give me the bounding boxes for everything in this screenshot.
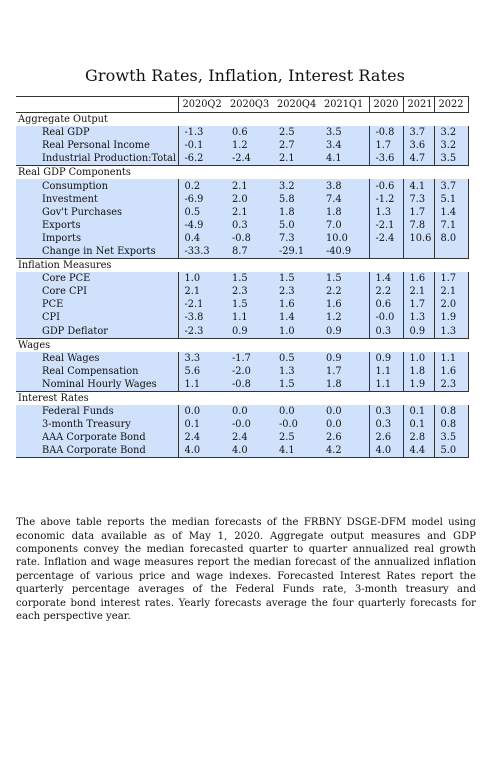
table-cell: 0.9 [320,325,369,339]
table-row [16,298,468,311]
row-label: Investment [16,193,178,206]
table-cell: 1.7 [369,139,403,152]
header-label-column [16,97,178,113]
table-cell: 2.0 [226,193,273,206]
table-cell: 3.7 [403,126,434,139]
table-cell: -2.3 [178,325,226,339]
table-cell: 2.1 [226,179,273,192]
table-cell: 2.1 [226,206,273,219]
table-cell: -2.4 [369,232,403,245]
table-cell: 2.7 [273,139,320,152]
table-cell: 4.1 [273,444,320,458]
table-cell: 5.1 [434,193,468,206]
table-cell: 3.2 [434,139,468,152]
table-cell: 1.2 [320,311,369,324]
row-label: GDP Deflator [16,325,178,339]
table-cell: 1.4 [434,206,468,219]
table-cell: 0.9 [369,352,403,365]
table-cell: 1.2 [226,139,273,152]
table-cell: -6.2 [178,152,226,166]
table-cell: 2.6 [369,431,403,444]
forecast-table [16,96,469,458]
row-label: Gov't Purchases [16,206,178,219]
table-cell: 7.4 [320,193,369,206]
table-cell: 2.3 [434,378,468,392]
table-cell: 2.3 [226,285,273,298]
table-cell: 0.1 [403,418,434,431]
table-cell: 0.8 [434,405,468,418]
table-row [16,325,468,339]
table-cell: 1.5 [273,378,320,392]
table-cell: 2.2 [369,285,403,298]
column-header: 2020Q2 [178,97,226,113]
column-header: 2020 [369,97,403,113]
table-cell: 1.5 [320,272,369,285]
table-cell: -0.0 [226,418,273,431]
table-cell: 1.6 [320,298,369,311]
row-label: Real Wages [16,352,178,365]
table-cell: 5.0 [434,444,468,458]
column-header: 2020Q4 [277,99,317,110]
row-label: Federal Funds [16,405,178,418]
table-header-row [16,97,468,113]
table-cell: 10.6 [403,232,434,245]
table-cell: 3.5 [434,152,468,166]
table-cell: 2.4 [178,431,226,444]
table-row [16,365,468,378]
table-cell: 1.0 [178,272,226,285]
table-cell: 0.9 [320,352,369,365]
table-cell: 0.1 [403,405,434,418]
table-cell: 4.0 [178,444,226,458]
table-cell: 1.7 [434,272,468,285]
table-cell: 3.5 [320,126,369,139]
table-cell: 2.5 [273,431,320,444]
section-header-row [16,391,468,405]
table-cell: 4.1 [320,152,369,166]
table-cell: 10.0 [320,232,369,245]
column-header: 2022 [434,97,468,113]
table-cell: -40.9 [320,245,369,259]
table-body [16,113,468,458]
table-cell: 3.4 [320,139,369,152]
row-label: Consumption [16,179,178,192]
section-title: Wages [16,338,468,352]
page-title: Growth Rates, Inflation, Interest Rates [84,66,405,85]
table-row [16,219,468,232]
section-header-row [16,338,468,352]
table-cell: 3.5 [434,431,468,444]
table-row [16,405,468,418]
table-cell: -0.6 [369,179,403,192]
row-label: Real Compensation [16,365,178,378]
table-cell: 2.1 [403,285,434,298]
table-cell: 2.1 [178,285,226,298]
row-label: Imports [16,232,178,245]
table-cell: 4.0 [369,444,403,458]
table-cell: 5.6 [178,365,226,378]
table-cell [369,245,403,259]
table-row [16,311,468,324]
table-cell: -2.0 [226,365,273,378]
table-cell: 1.6 [273,298,320,311]
row-label: 3-month Treasury [16,418,178,431]
row-label: Real GDP [16,126,178,139]
table-cell: -0.8 [226,232,273,245]
table-cell [403,245,434,259]
table-cell: 0.0 [320,418,369,431]
table-cell: -4.9 [178,219,226,232]
section-title: Inflation Measures [16,259,468,273]
table-cell: 7.3 [273,232,320,245]
table-cell: 1.1 [226,311,273,324]
table-cell: 2.8 [403,431,434,444]
table-row [16,232,468,245]
table-cell: -0.0 [369,311,403,324]
table-cell: -0.8 [369,126,403,139]
table-cell: 2.6 [320,431,369,444]
row-label: BAA Corporate Bond [16,444,178,458]
table-cell: 4.1 [403,179,434,192]
table-cell: 2.5 [273,126,320,139]
table-cell: 1.0 [273,325,320,339]
table-cell: -0.1 [178,139,226,152]
table-cell: 2.1 [273,152,320,166]
table-cell: 0.6 [369,298,403,311]
table-cell: 0.8 [434,418,468,431]
table-cell: -2.4 [226,152,273,166]
table-cell: 0.9 [226,325,273,339]
table-cell: -29.1 [273,245,320,259]
table-cell: -0.8 [226,378,273,392]
table-cell: 2.0 [434,298,468,311]
table-cell: 1.1 [434,352,468,365]
table-cell [434,245,468,259]
table-cell: -3.8 [178,311,226,324]
column-header: 2021Q1 [324,99,364,110]
table-cell: 0.3 [369,405,403,418]
table-cell: 1.3 [369,206,403,219]
table-cell: 3.7 [434,179,468,192]
table-cell: -2.1 [369,219,403,232]
table-row [16,179,468,192]
table-cell: 2.3 [273,285,320,298]
table-cell: 1.6 [403,272,434,285]
table-cell: 5.0 [273,219,320,232]
table-row [16,126,468,139]
table-cell: 1.8 [273,206,320,219]
table-cell: 1.1 [369,365,403,378]
table-row [16,352,468,365]
table-cell: 7.0 [320,219,369,232]
table-cell: -1.7 [226,352,273,365]
row-label: Industrial Production:Total [16,152,178,166]
table-cell: 0.4 [178,232,226,245]
table-cell: 0.2 [178,179,226,192]
table-cell: 2.4 [226,431,273,444]
table-cell: 1.7 [320,365,369,378]
table-row [16,285,468,298]
row-label: Change in Net Exports [16,245,178,259]
table-cell: -1.2 [369,193,403,206]
table-cell: 1.9 [403,378,434,392]
section-header-row [16,259,468,273]
section-header-row [16,166,468,180]
table-cell: 0.6 [226,126,273,139]
table-row [16,378,468,392]
table-cell: 1.7 [403,206,434,219]
table-cell: 1.5 [226,298,273,311]
table-cell: 2.2 [320,285,369,298]
column-header: 2020Q3 [230,99,270,110]
table-cell: 3.3 [178,352,226,365]
table-cell: 3.2 [273,179,320,192]
row-label: Nominal Hourly Wages [16,378,178,392]
table-cell: 0.5 [178,206,226,219]
table-cell: 1.1 [178,378,226,392]
table-cell: 1.8 [403,365,434,378]
table-cell: 1.3 [403,311,434,324]
table-cell: 0.0 [178,405,226,418]
table-cell: 4.2 [320,444,369,458]
table-cell: 3.2 [434,126,468,139]
table-cell: 0.5 [273,352,320,365]
row-label: AAA Corporate Bond [16,431,178,444]
table-cell: 0.0 [226,405,273,418]
table-cell: 1.4 [273,311,320,324]
table-cell: 4.4 [403,444,434,458]
table-cell: -0.0 [273,418,320,431]
row-label: CPI [16,311,178,324]
row-label: Real Personal Income [16,139,178,152]
table-cell: 2.1 [434,285,468,298]
table-cell: 0.1 [178,418,226,431]
table-row [16,272,468,285]
row-label: Exports [16,219,178,232]
table-row [16,206,468,219]
table-cell: 0.9 [403,325,434,339]
table-cell: 0.3 [226,219,273,232]
table-cell: 1.8 [320,378,369,392]
table-row [16,418,468,431]
table-cell: 0.0 [320,405,369,418]
section-title: Aggregate Output [16,113,468,127]
table-cell: 3.8 [320,179,369,192]
table-cell: 5.8 [273,193,320,206]
table-cell: -33.3 [178,245,226,259]
table-cell: 1.0 [403,352,434,365]
table-row [16,444,468,458]
table-row [16,139,468,152]
table-cell: 0.0 [273,405,320,418]
table-row [16,152,468,166]
table-cell: 1.7 [403,298,434,311]
row-label: Core CPI [16,285,178,298]
table-cell: 1.3 [273,365,320,378]
row-label: Core PCE [16,272,178,285]
table-row [16,193,468,206]
table-cell: 8.7 [226,245,273,259]
forecast-table-container [16,96,468,458]
table-cell: 8.0 [434,232,468,245]
table-cell: -1.3 [178,126,226,139]
section-header-row [16,113,468,127]
table-cell: 4.0 [226,444,273,458]
table-cell: 1.1 [369,378,403,392]
table-cell: 7.3 [403,193,434,206]
table-cell: 4.7 [403,152,434,166]
table-cell: 0.3 [369,325,403,339]
table-cell: 1.9 [434,311,468,324]
table-cell: 0.3 [369,418,403,431]
column-header: 2021 [403,97,434,113]
table-cell: 7.8 [403,219,434,232]
section-title: Real GDP Components [16,166,468,180]
table-cell: 1.8 [320,206,369,219]
table-row [16,245,468,259]
table-note-paragraph: The above table reports the median forecasts of the FRBNY DSGE-DFM model using economic data available as of May 1, 2020. Aggregate output measures and GDP components convey the median forecasted quarter to quarter annualized real growth rate. Inflation and wage measures report the median forecast of the annualized inflation percentage of various price and wage indexes. Forecasted Interest Rates report the quarterly percentage averages of the Federal Funds rate, 3-month treasury and corporate bond interest rates. Yearly forecasts average the four quarterly forecasts for each perspective year. [16,517,476,622]
table-row [16,431,468,444]
table-cell: 1.5 [273,272,320,285]
table-cell: 1.6 [434,365,468,378]
table-cell: 1.3 [434,325,468,339]
table-cell: 7.1 [434,219,468,232]
table-cell: 3.6 [403,139,434,152]
table-cell: 1.4 [369,272,403,285]
section-title: Interest Rates [16,391,468,405]
table-cell: -2.1 [178,298,226,311]
row-label: PCE [16,298,178,311]
table-cell: -6.9 [178,193,226,206]
table-cell: -3.6 [369,152,403,166]
table-cell: 1.5 [226,272,273,285]
